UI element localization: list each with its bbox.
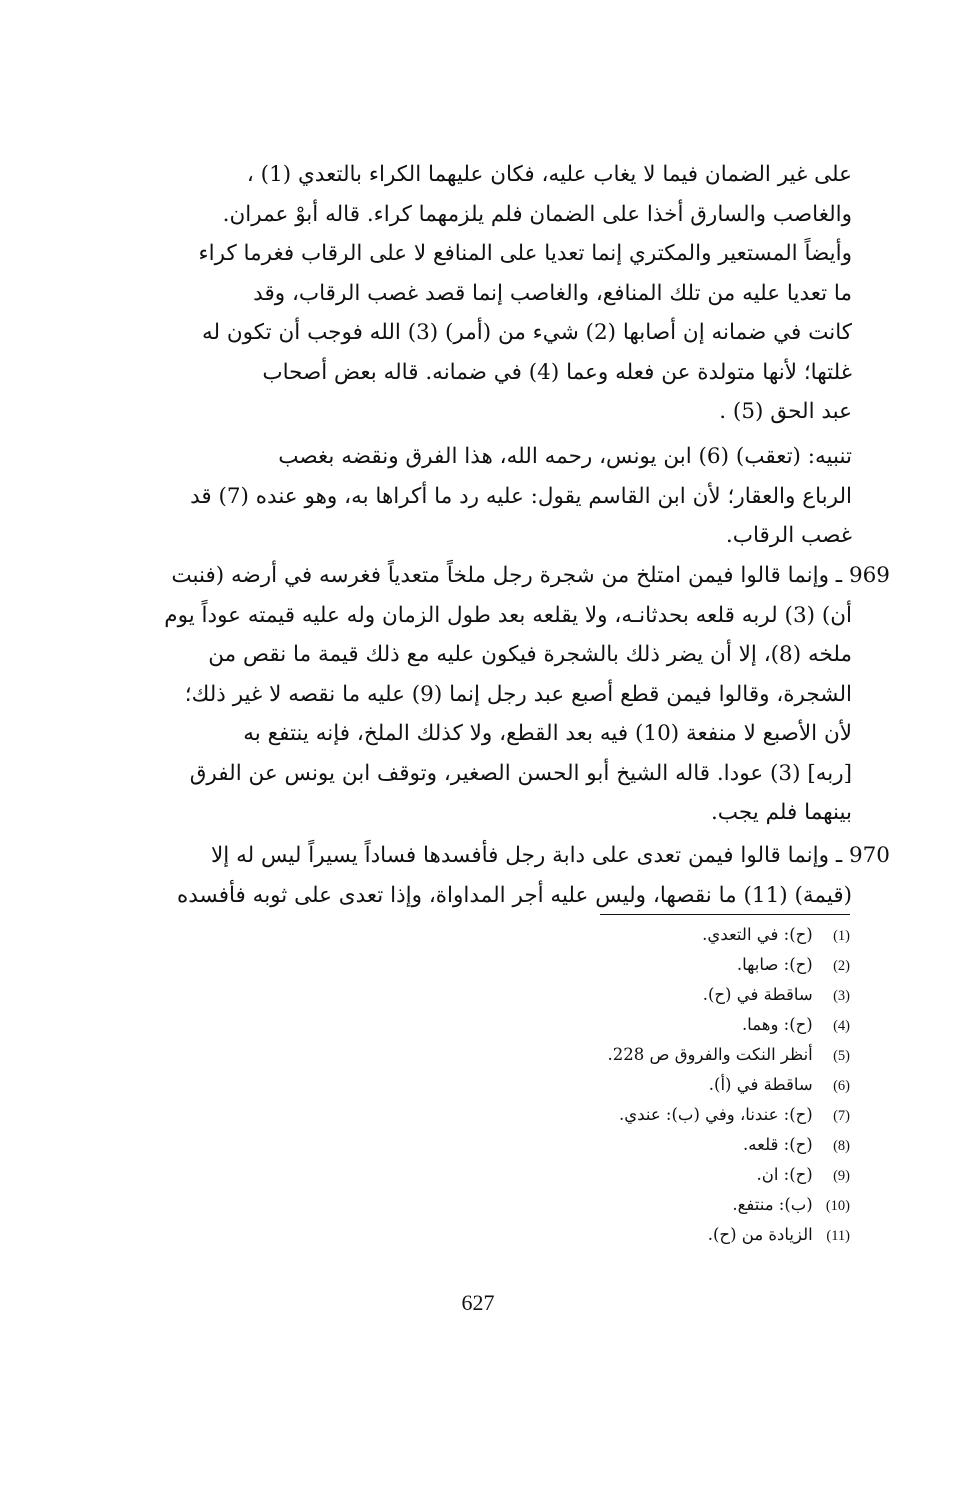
footnote-text: (ح): ان.: [756, 1165, 813, 1184]
text-line: الرباع والعقار؛ لأن ابن القاسم يقول: عليه رد ما أكراها به، وهو عنده (7) قد: [190, 483, 852, 509]
footnote-item: [380, 1220, 850, 1250]
footnote-text: (ح): وهما.: [741, 1015, 813, 1034]
text-line: غلتها؛ لأنها متولدة عن فعله وعما (4) في ضمانه. قاله بعض أصحاب: [262, 359, 852, 385]
text-line: (قيمة) (11) ما نقصها، وليس عليه أجر المداواة، وإذا تعدى على ثوبه فأفسده: [177, 882, 852, 908]
footnote-text: الزيادة من (ح).: [707, 1225, 813, 1244]
text-line: أن) (3) لربه قلعه بحدثانـه، ولا يقلعه بعد طول الزمان وله عليه قيمته عوداً يوم: [164, 602, 852, 628]
paragraph-970: [100, 836, 890, 915]
text-line: ما تعديا عليه من تلك المنافع، والغاصب إنما قصد غصب الرقاب، وقد: [253, 280, 852, 306]
footnote-item: [380, 1040, 850, 1070]
text-line: تنبيه: (تعقب) (6) ابن يونس، رحمه الله، هذا الفرق ونقضه بغصب: [278, 444, 852, 469]
text-line: بينهما فلم يجب.: [710, 800, 852, 825]
footnote-item: [380, 980, 850, 1010]
text-line: لأن الأصبع لا منفعة (10) فيه بعد القطع، ولا كذلك الملخ، فإنه ينتفع به: [243, 721, 852, 746]
text-line: 969 ـ وإنما قالوا فيمن امتلخ من شجرة رجل ملخاً متعدياً فغرسه في أرضه (فنبت: [171, 563, 890, 588]
page-number: 627: [461, 1290, 495, 1315]
footnote-text: (ح): صابها.: [736, 955, 813, 974]
footnote-item: [380, 1130, 850, 1160]
footnote-number: (9): [833, 1168, 850, 1184]
footnote-number: (11): [826, 1228, 850, 1244]
footnote-number: (8): [833, 1138, 850, 1154]
footnote-text: ساقطة في (ح).: [702, 985, 813, 1004]
footnote-text: ساقطة في (أ).: [708, 1075, 813, 1094]
footnotes: [380, 920, 850, 1250]
footnote-number: (7): [833, 1108, 850, 1124]
footnote-number: (10): [825, 1198, 850, 1214]
text-line: كانت في ضمانه إن أصابها (2) شيء من (أمر) (3) الله فوجب أن تكون له: [201, 320, 852, 345]
footnote-number: (1): [833, 928, 850, 944]
text-line: ملخه (8)، إلا أن يضر ذلك بالشجرة فيكون عليه مع ذلك قيمة ما نقص من: [208, 642, 852, 667]
footnote-text: أنظر النكت والفروق ص 228.: [607, 1045, 813, 1064]
footnote-item: [380, 1190, 850, 1220]
footnote-item: [380, 1070, 850, 1100]
footnote-item: [380, 1100, 850, 1130]
text-line: [ربه] (3) عودا. قاله الشيخ أبو الحسن الصغير، وتوقف ابن يونس عن الفرق: [189, 760, 852, 786]
text-line: 970 ـ وإنما قالوا فيمن تعدى على دابة رجل فأفسدها فساداً يسيراً ليس له إلا: [211, 843, 890, 868]
paragraph-continuation: [100, 155, 852, 432]
footnote-number: (4): [833, 1018, 850, 1034]
text-line: وأيضاً المستعير والمكتري إنما تعديا على المنافع لا على الرقاب فغرما كراء: [198, 241, 852, 266]
paragraph-note: [100, 437, 852, 556]
footnote-text: (ح): عندنا، وفي (ب): عندي.: [619, 1105, 813, 1124]
footnote-text: (ح): قلعه.: [743, 1135, 813, 1154]
text-line: غصب الرقاب.: [725, 523, 852, 548]
text-line: الشجرة، وقالوا فيمن قطع أصبع عبد رجل إنما (9) عليه ما نقصه لا غير ذلك؛: [184, 681, 852, 707]
paragraph-969: [100, 556, 890, 833]
footnote-text: (ب): منتفع.: [732, 1195, 813, 1214]
footnote-item: [380, 1160, 850, 1190]
text-line: والغاصب والسارق أخذا على الضمان فلم يلزمهما كراء. قاله أبوْ عمران.: [222, 201, 852, 227]
text-line: على غير الضمان فيما لا يغاب عليه، فكان عليهما الكراء بالتعدي (1) ،: [246, 162, 852, 187]
footnote-divider: [600, 914, 850, 915]
footnote-item: [380, 1010, 850, 1040]
footnote-text: (ح): في التعدي.: [702, 925, 813, 944]
text-line: عبد الحق (5) .: [719, 399, 852, 424]
footnote-number: (5): [833, 1048, 850, 1064]
footnote-item: [380, 920, 850, 950]
footnote-number: (3): [833, 988, 850, 1004]
footnote-item: [380, 950, 850, 980]
footnote-number: (6): [833, 1078, 850, 1094]
footnote-number: (2): [833, 958, 850, 974]
